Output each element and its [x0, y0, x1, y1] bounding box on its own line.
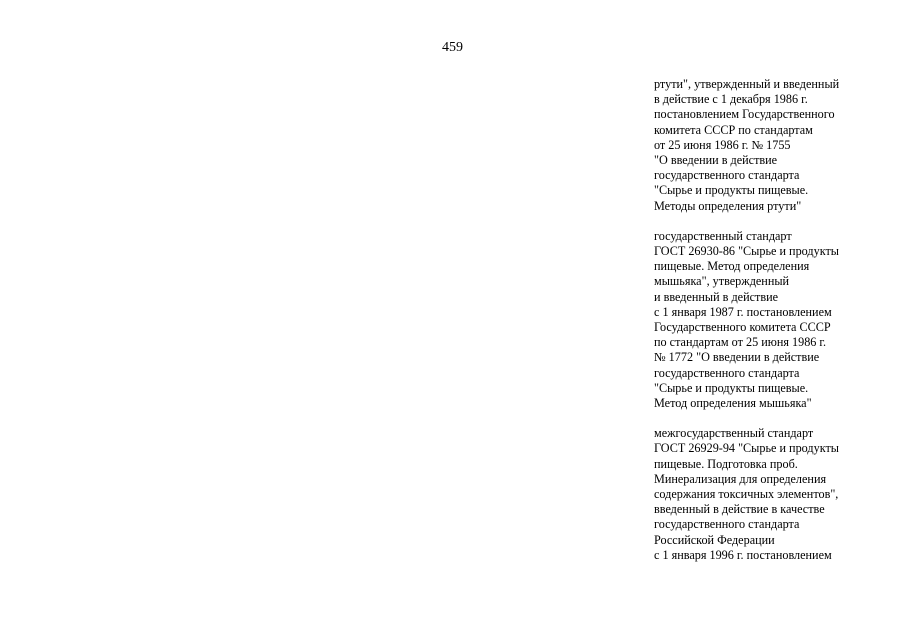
text-line: и введенный в действие: [654, 289, 779, 304]
paragraph-mineralization-standard: [654, 426, 894, 563]
text-line: государственный стандарт: [654, 228, 792, 243]
text-line: Метод определения мышьяка": [654, 396, 812, 411]
page-number: 459: [442, 40, 463, 55]
text-line: от 25 июня 1986 г. № 1755: [654, 137, 791, 152]
text-line: Методы определения ртути": [654, 198, 802, 213]
text-line: комитета СССР по стандартам: [654, 122, 813, 137]
text-line: ртути", утвержденный и введенный: [654, 77, 840, 91]
text-line: содержания токсичных элементов",: [654, 487, 839, 502]
text-line: пищевые. Метод определения: [654, 259, 810, 274]
text-line: государственного стандарта: [654, 168, 800, 183]
text-line: Государственного комитета СССР: [654, 320, 831, 335]
text-line: № 1772 "О введении в действие: [654, 350, 820, 365]
text-line: "Сырье и продукты пищевые.: [654, 183, 809, 198]
text-line: мышьяка", утвержденный: [654, 274, 790, 289]
document-text-column: [654, 77, 894, 578]
text-line: с 1 января 1987 г. постановлением: [654, 304, 832, 319]
text-line: ГОСТ 26929-94 "Сырье и продукты: [654, 441, 839, 456]
text-line: "О введении в действие: [654, 153, 778, 168]
text-line: "Сырье и продукты пищевые.: [654, 380, 809, 395]
text-line: введенный в действие в качестве: [654, 502, 825, 517]
text-line: ГОСТ 26930-86 "Сырье и продукты: [654, 244, 839, 259]
paragraph-arsenic-standard: [654, 229, 894, 411]
text-line: в действие с 1 декабря 1986 г.: [654, 92, 808, 107]
text-line: межгосударственный стандарт: [654, 426, 814, 441]
text-line: государственного стандарта: [654, 517, 800, 532]
text-line: постановлением Государственного: [654, 107, 835, 122]
text-line: по стандартам от 25 июня 1986 г.: [654, 335, 827, 350]
text-line: государственного стандарта: [654, 365, 800, 380]
paragraph-mercury-standard: [654, 77, 894, 214]
text-line: пищевые. Подготовка проб.: [654, 456, 798, 471]
text-line: с 1 января 1996 г. постановлением: [654, 547, 832, 562]
text-line: Минерализация для определения: [654, 471, 827, 486]
text-line: Российской Федерации: [654, 532, 775, 547]
